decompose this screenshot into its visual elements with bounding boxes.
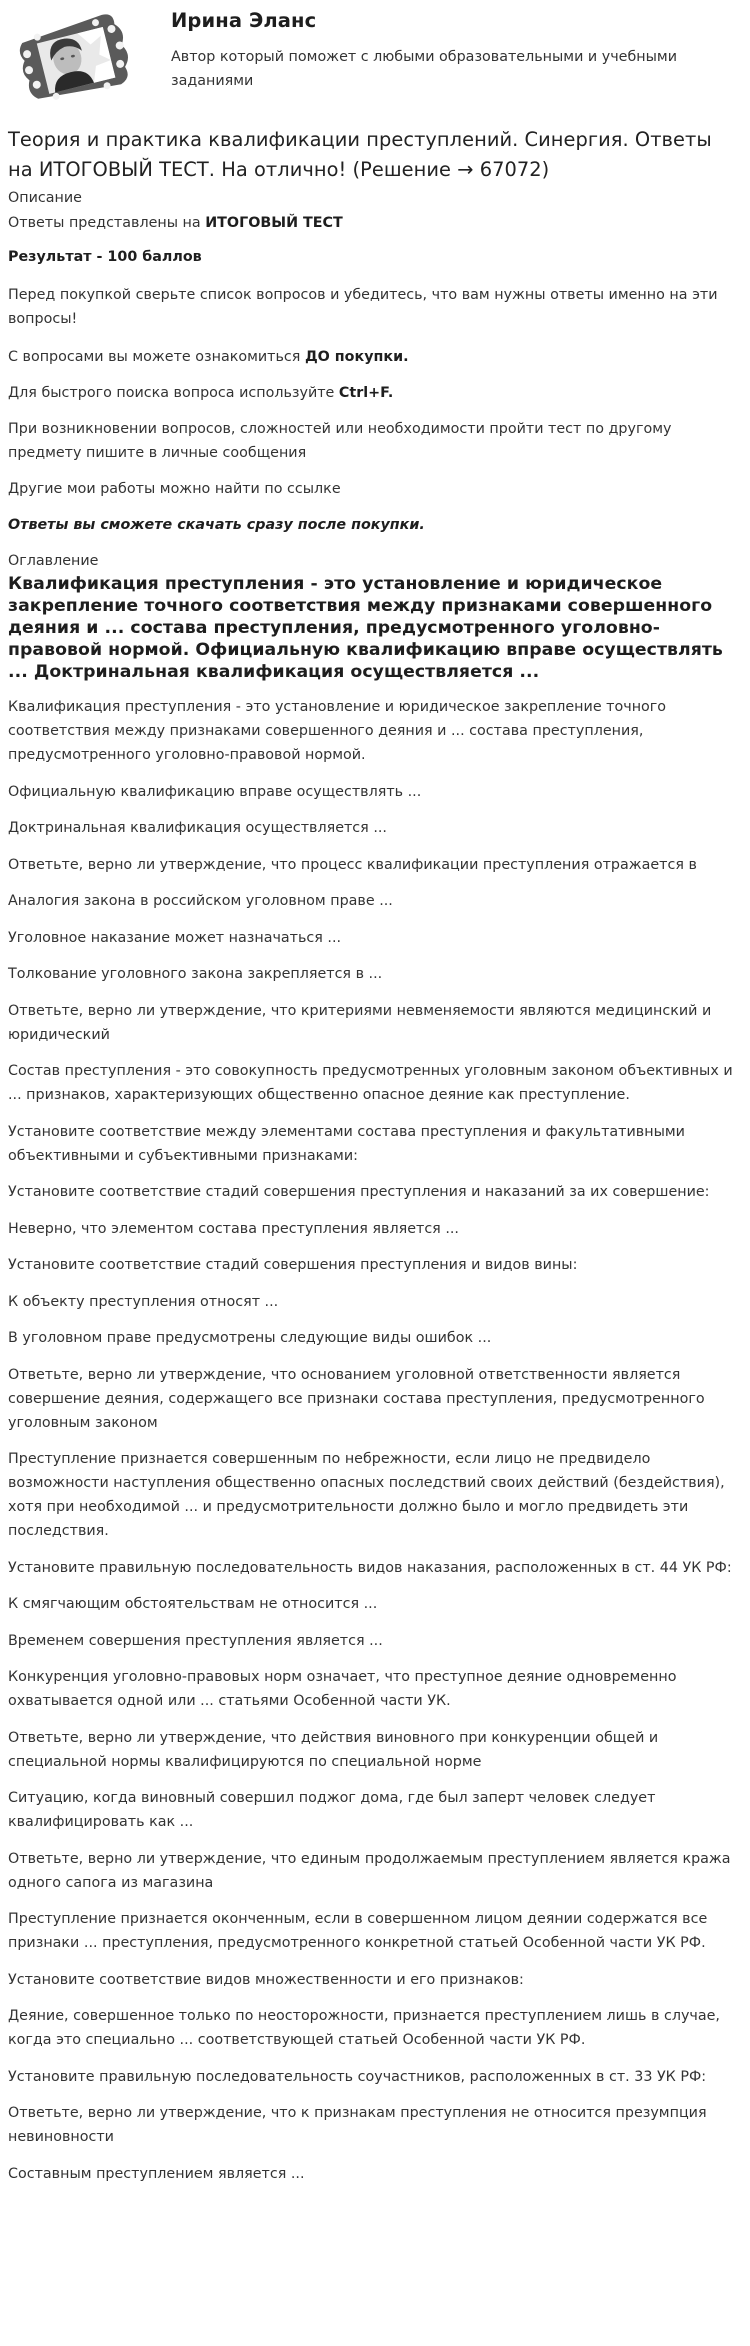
toc-label: Оглавление [8,553,99,569]
question-item: Ответьте, верно ли утверждение, что к признакам преступления не относится презумпция невиновности [8,2105,707,2145]
answers-target: ИТОГОВЫЙ ТЕСТ [205,215,343,231]
question-item: Преступление признается оконченным, если в совершенном лицом деянии содержатся все признаки ... преступления, предусмотренного конкретной статьей Особенной части УК РФ. [8,1911,708,1951]
other-works-link[interactable]: Другие мои работы можно найти по ссылке [8,481,341,497]
question-item: Временем совершения преступления является ... [8,1632,383,1649]
question-item: Составным преступлением является ... [8,2165,305,2182]
question-item: Ответьте, верно ли утверждение, что единым продолжаемым преступлением является кража одного сапога из магазина [8,1850,731,1891]
question-item: Ответьте, верно ли утверждение, что основанием уголовной ответственности является совершение деяния, содержащего все признаки состава преступления, предусмотренного уголовным законом [8,1366,705,1431]
author-description: Автор который поможет с любыми образовательными и учебными заданиями [171,49,677,89]
question-item: Состав преступления - это совокупность предусмотренных уголовным законом объективных и ... признаков, характеризующих общественно опасное деяние как преступление. [8,1063,733,1103]
search-hint-text: Для быстрого поиска вопроса используйте [8,385,339,401]
question-item: Квалификация преступления - это установление и юридическое закрепление точного соответствия между признаками совершенного деяния и ... состава преступления, предусмотренного уголовно-правовой нормой. [8,699,667,763]
question-item: Установите соответствие видов множественности и его признаков: [8,1971,524,1988]
question-item: Установите соответствие стадий совершения преступления и видов вины: [8,1257,578,1273]
question-item: Ответьте, верно ли утверждение, что процесс квалификации преступления отражается в [8,856,697,873]
question-item: Установите правильную последовательность соучастников, расположенных в ст. 33 УК РФ: [8,2068,707,2085]
question-item: Ответьте, верно ли утверждение, что критериями невменяемости являются медицинский и юридический [8,1002,712,1043]
question-item: Ситуацию, когда виновный совершил поджог дома, где был заперт человек следует квалифицировать как ... [8,1790,656,1830]
question-item: Установите соответствие между элементами состава преступления и факультативными объективными и субъективными признаками: [8,1123,685,1164]
question-item: Конкуренция уголовно-правовых норм означает, что преступное деяние одновременно охватывается одной или ... статьями Особенной части УК. [8,1669,677,1709]
contact-notice: При возникновении вопросов, сложностей или необходимости пройти тест по другому предмету пишите в личные сообщения [8,421,672,461]
question-item: Официальную квалификацию вправе осуществлять ... [8,783,422,800]
answers-intro-text: Ответы представлены на [8,215,206,231]
question-item: Неверно, что элементом состава преступления является ... [8,1220,459,1237]
question-item: Установите правильную последовательность видов наказания, расположенных в ст. 44 УК РФ: [8,1559,732,1576]
question-item: К объекту преступления относят ... [8,1293,279,1310]
question-item: Преступление признается совершенным по небрежности, если лицо не предвидело возможности наступления общественно опасных последствий своих действий (бездействия), хотя при необходимой ... и предусмотрительности должно было и могло предвидеть эти последствия. [8,1451,725,1539]
question-item: Аналогия закона в российском уголовном праве ... [8,893,393,909]
question-item: Доктринальная квалификация осуществляется ... [8,820,387,836]
question-item: Толкование уголовного закона закрепляется в ... [8,966,383,982]
preview-text: С вопросами вы можете ознакомиться [8,349,305,365]
question-item: Уголовное наказание может назначаться ... [8,929,342,946]
result-score: Результат - 100 баллов [8,249,202,265]
question-item: Установите соответствие стадий совершения преступления и наказаний за их совершение: [8,1184,710,1200]
question-item: Ответьте, верно ли утверждение, что действия виновного при конкуренции общей и специальной нормы квалифицируются по специальной норме [8,1729,659,1770]
question-list [8,695,742,2186]
search-hint [8,381,742,405]
preview-notice [8,345,742,369]
question-item: В уголовном праве предусмотрены следующие виды ошибок ... [8,1330,492,1346]
search-shortcut: Ctrl+F. [338,385,394,401]
description-label: Описание [8,190,82,206]
answers-intro [8,211,742,235]
check-notice: Перед покупкой сверьте список вопросов и убедитесь, что вам нужны ответы именно на эти вопросы! [8,287,718,327]
preview-bold: ДО покупки. [304,349,409,365]
question-item: Деяние, совершенное только по неосторожности, признается преступлением лишь в случае, когда это специально ... соответствующей статьей Особенной части УК РФ. [8,2008,720,2048]
product-title: Теория и практика квалификации преступлений. Синергия. Ответы на ИТОГОВЫЙ ТЕСТ. На отлично! (Решение → 67072) [8,128,712,181]
author-avatar-icon[interactable] [14,8,142,112]
toc-heading: Квалификация преступления - это установление и юридическое закрепление точного соответствия между признаками совершенного деяния и ... состава преступления, предусмотренного уголовно-правовой нормой. Официальную квалификацию вправе осуществлять ... Доктринальная квалификация осуществляется ... [8,574,723,682]
author-card [8,0,742,118]
question-item: К смягчающим обстоятельствам не относится ... [8,1596,378,1612]
author-name[interactable]: Ирина Эланс [171,9,317,32]
download-notice: Ответы вы сможете скачать сразу после покупки. [8,517,425,533]
